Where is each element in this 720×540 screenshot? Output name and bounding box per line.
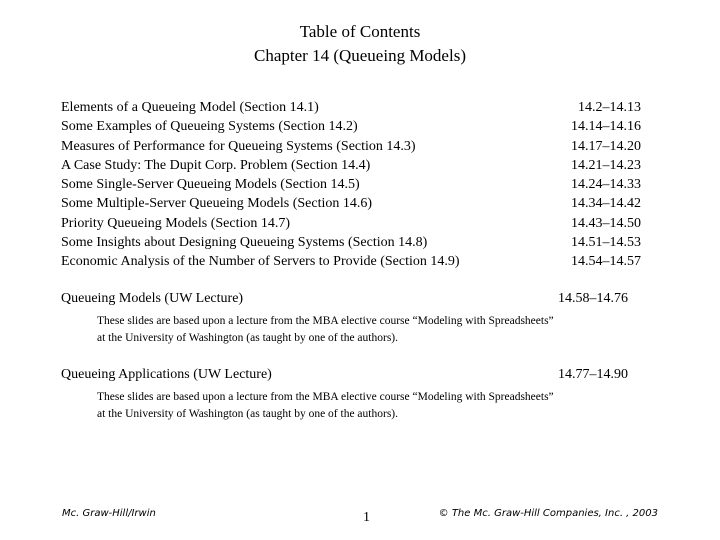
toc-entry-label: Priority Queueing Models (Section 14.7) xyxy=(61,215,291,231)
page-title: Table of Contents xyxy=(299,22,421,41)
toc-entry[interactable] xyxy=(61,233,641,252)
page-number: 1 xyxy=(363,510,370,525)
toc-entry[interactable] xyxy=(61,156,641,175)
toc-entry-label: Measures of Performance for Queueing Systems (Section 14.3) xyxy=(61,138,416,154)
toc-entry[interactable] xyxy=(61,194,641,213)
lecture-note-line: at the University of Washington (as taught by one of the authors). xyxy=(97,331,398,344)
lecture-section xyxy=(61,365,641,422)
toc-entry[interactable] xyxy=(61,214,641,233)
lecture-note-line: These slides are based upon a lecture from the MBA elective course “Modeling with Spreadsheets” xyxy=(97,315,554,327)
copyright-label: © The Mc. Graw-Hill Companies, Inc. , 2003 xyxy=(438,508,658,519)
lecture-entry-pages: 14.77–14.90 xyxy=(558,367,628,382)
toc-entry-label: Some Single-Server Queueing Models (Section 14.5) xyxy=(61,177,360,193)
toc-entry-pages: 14.17–14.20 xyxy=(571,138,641,154)
toc-entry-label: Some Multiple-Server Queueing Models (Section 14.6) xyxy=(61,196,373,212)
toc-entry[interactable] xyxy=(61,137,641,156)
lecture-entry-label: Queueing Models (UW Lecture) xyxy=(61,291,244,306)
toc-entry-pages: 14.24–14.33 xyxy=(571,177,641,193)
toc-entry[interactable] xyxy=(61,252,641,271)
lecture-note-line: at the University of Washington (as taught by one of the authors). xyxy=(97,407,398,420)
lecture-note xyxy=(97,313,657,346)
lecture-entry[interactable] xyxy=(61,289,641,309)
title-block xyxy=(0,20,720,68)
toc-entry-label: Elements of a Queueing Model (Section 14.1) xyxy=(61,100,319,115)
toc-entry-label: Some Examples of Queueing Systems (Section 14.2) xyxy=(61,119,358,135)
toc-entry-pages: 14.2–14.13 xyxy=(578,100,641,115)
lecture-section xyxy=(61,289,641,346)
toc-entry-pages: 14.54–14.57 xyxy=(571,254,641,270)
lecture-entry-label: Queueing Applications (UW Lecture) xyxy=(61,367,272,382)
toc-entry-pages: 14.14–14.16 xyxy=(571,119,641,135)
lecture-entry[interactable] xyxy=(61,365,641,385)
toc-entry[interactable] xyxy=(61,175,641,194)
toc-list xyxy=(61,98,641,272)
toc-entry-pages: 14.21–14.23 xyxy=(571,157,641,173)
toc-entry[interactable] xyxy=(61,117,641,136)
lecture-note-line: These slides are based upon a lecture from the MBA elective course “Modeling with Spreadsheets” xyxy=(97,391,554,403)
toc-entry-label: Some Insights about Designing Queueing Systems (Section 14.8) xyxy=(61,235,428,251)
chapter-subtitle: Chapter 14 (Queueing Models) xyxy=(254,46,466,65)
toc-entry-pages: 14.43–14.50 xyxy=(571,215,641,231)
toc-entry-pages: 14.34–14.42 xyxy=(571,196,641,212)
footer xyxy=(0,508,720,528)
toc-entry-pages: 14.51–14.53 xyxy=(571,235,641,251)
toc-entry-label: A Case Study: The Dupit Corp. Problem (Section 14.4) xyxy=(61,157,371,173)
lecture-note xyxy=(97,389,657,422)
lecture-entry-pages: 14.58–14.76 xyxy=(558,291,628,306)
toc-entry-label: Economic Analysis of the Number of Servers to Provide (Section 14.9) xyxy=(61,254,460,270)
publisher-label: Mc. Graw-Hill/Irwin xyxy=(62,508,156,519)
toc-entry[interactable] xyxy=(61,98,641,117)
